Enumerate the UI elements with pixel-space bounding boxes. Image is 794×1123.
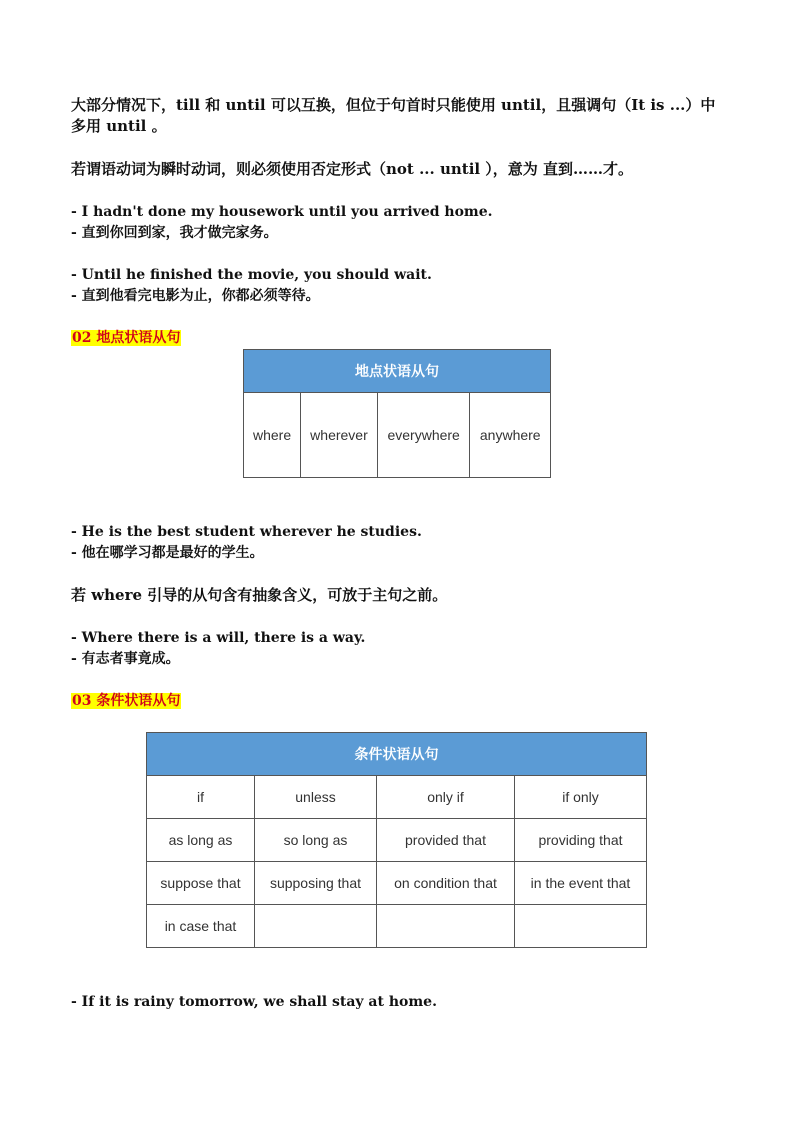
place-table-cell: where (244, 393, 301, 478)
cond-table-cell: if only (515, 776, 647, 819)
section-02-highlight: 02 地点状语从句 (72, 330, 181, 346)
place-table-title: 地点状语从句 (244, 350, 551, 393)
cond-table-cell: so long as (255, 819, 377, 862)
cond-table-cell: provided that (377, 819, 515, 862)
condition-clause-table (146, 732, 647, 948)
example-1-english: - I hadn't done my housework until you arrived home. (71, 204, 493, 220)
example-2-chinese: - 直到他看完电影为止，你都必须等待。 (71, 288, 320, 304)
place-table-cell: wherever (301, 393, 378, 478)
example-1-chinese: - 直到你回到家，我才做完家务。 (71, 225, 278, 241)
section-02-heading (71, 328, 181, 348)
place-clause-table (243, 349, 551, 478)
example-5-english: - If it is rainy tomorrow, we shall stay at home. (71, 994, 437, 1010)
example-2-english: - Until he finished the movie, you should wait. (71, 267, 432, 283)
cond-table-cell: on condition that (377, 862, 515, 905)
example-3-english: - He is the best student wherever he studies. (71, 524, 422, 540)
where-paragraph: 若 where 引导的从句含有抽象含义，可放于主句之前。 (71, 586, 448, 604)
cond-table-cell: supposing that (255, 862, 377, 905)
example-4-english: - Where there is a will, there is a way. (71, 630, 366, 646)
cond-table-cell (515, 905, 647, 948)
place-table-cell: everywhere (377, 393, 470, 478)
cond-table-cell: in the event that (515, 862, 647, 905)
cond-table-cell (255, 905, 377, 948)
cond-table-title: 条件状语从句 (147, 733, 647, 776)
cond-table-cell: if (147, 776, 255, 819)
intro-paragraph: 大部分情况下，till 和 until 可以互换，但位于句首时只能使用 until，且强调句（It is ...）中多用 until 。 (71, 96, 716, 135)
cond-table-cell: only if (377, 776, 515, 819)
section-03-highlight: 03 条件状语从句 (72, 693, 181, 709)
rule-paragraph: 若谓语动词为瞬时动词，则必须使用否定形式（not ... until ），意为 直到……才。 (71, 160, 634, 178)
place-table-cell: anywhere (470, 393, 551, 478)
cond-table-cell: in case that (147, 905, 255, 948)
cond-table-cell: unless (255, 776, 377, 819)
cond-table-cell: providing that (515, 819, 647, 862)
cond-table-cell: suppose that (147, 862, 255, 905)
cond-table-cell (377, 905, 515, 948)
section-03-heading (71, 691, 181, 711)
example-3-chinese: - 他在哪学习都是最好的学生。 (71, 545, 264, 561)
cond-table-cell: as long as (147, 819, 255, 862)
example-4-chinese: - 有志者事竟成。 (71, 651, 180, 667)
